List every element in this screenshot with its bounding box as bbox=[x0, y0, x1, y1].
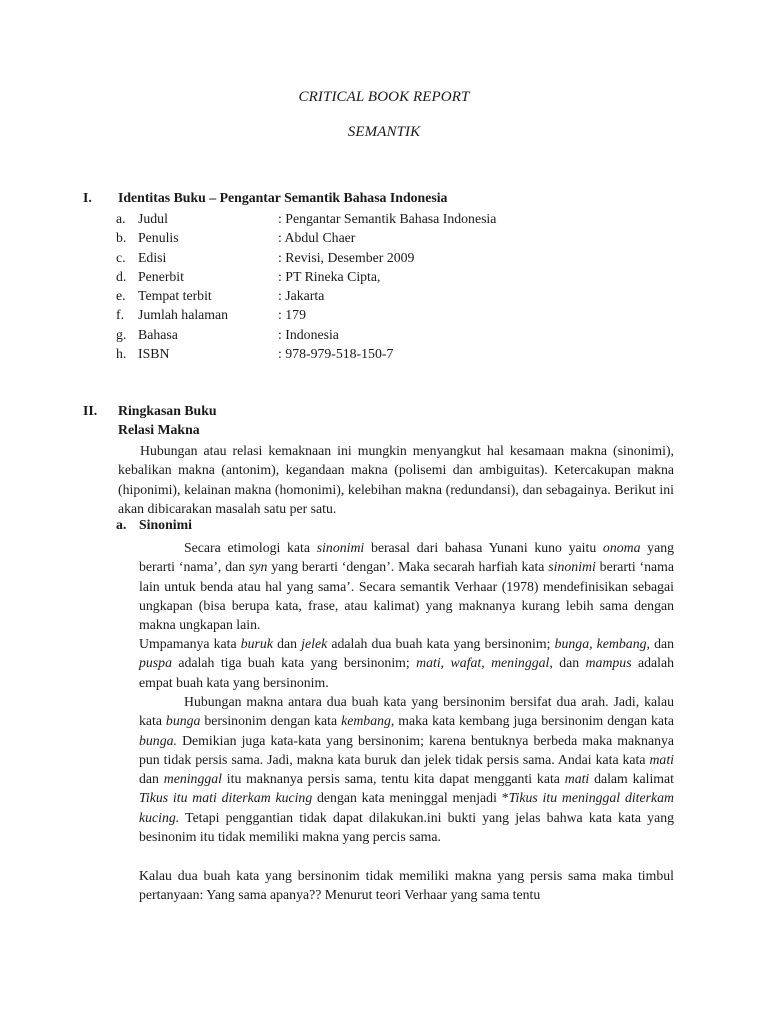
paragraph-examples: Umpamanya kata buruk dan jelek adalah dua buah kata yang bersinonim; bunga, kembang, dan puspa adalah tiga buah kata yang bersinonim; mati, wafat, meninggal, dan mampus adalah empat buah kata yang bersinonim. bbox=[139, 636, 675, 690]
row-value: : Revisi, Desember 2009 bbox=[278, 249, 415, 265]
row-letter: h. bbox=[116, 346, 127, 362]
row-label: ISBN bbox=[138, 346, 170, 362]
paragraph-two-way-relation: Hubungan makna antara dua buah kata yang bersinonim bersifat dua arah. Jadi, kalau kata bunga bersinonim dengan kata kembang, maka kata kembang juga bersinonim dengan kata bunga. Demikian juga kata-kata yang bersinonim; karena bentuknya berbeda maka maknanya pun tidak persis sama. Jadi, makna kata buruk dan jelek tidak persis sama. Andai kata kata mati dan meninggal itu maknanya persis sama, tentu kita dapat mengganti kata mati dalam kalimat Tikus itu mati diterkam kucing dengan kata meninggal menjadi *Tikus itu meninggal diterkam kucing. Tetapi penggantian tidak dapat dilakukan.ini bukti yang jelas bahwa kata kata yang besinonim itu tidak memiliki makna yang percis sama. bbox=[139, 694, 674, 845]
table-row bbox=[116, 286, 496, 305]
paragraph-question: Kalau dua buah kata yang bersinonim tidak memiliki makna yang persis sama maka timbul pertanyaan: Yang sama apanya?? Menurut teori Verhaar yang sama tentu bbox=[139, 868, 674, 903]
section-1-number: I. bbox=[83, 190, 92, 205]
row-letter: f. bbox=[116, 307, 125, 323]
book-identity-table bbox=[116, 209, 496, 363]
section-1-heading: Identitas Buku – Pengantar Semantik Bahasa Indonesia bbox=[118, 190, 448, 205]
row-value: : Jakarta bbox=[278, 288, 325, 304]
intro-paragraph: Hubungan atau relasi kemaknaan ini mungkin menyangkut hal kesamaan makna (sinonimi), kebalikan makna (antonim), kegandaan makna (polisemi dan ambiguitas). Ketercakupan makna (hiponimi), kelainan makna (homonimi), kelebihan makna (redundansi), dan sebagainya. Berikut ini akan dibicarakan masalah satu per satu. bbox=[118, 443, 674, 516]
paragraph-etymology: Secara etimologi kata sinonimi berasal dari bahasa Yunani kuno yaitu onoma yang berarti ‘nama’, dan syn yang berarti ‘dengan’. Maka secarah harfiah kata sinonimi berarti ‘nama lain untuk benda atau hal yang sama’. Secara semantik Verhaar (1978) mendefinisikan sebagai ungkapan (bisa berupa kata, frase, atau kalimat) yang maknanya kurang lebih sama dengan makna ungkapan lain. bbox=[139, 540, 674, 633]
document-subtitle: SEMANTIK bbox=[347, 124, 421, 140]
document-title: CRITICAL BOOK REPORT bbox=[298, 89, 470, 105]
row-value: : 179 bbox=[278, 307, 306, 323]
row-letter: c. bbox=[116, 249, 126, 265]
table-row bbox=[116, 248, 496, 267]
row-label: Penerbit bbox=[138, 268, 184, 284]
row-value: : Indonesia bbox=[278, 326, 339, 342]
row-label: Edisi bbox=[138, 249, 167, 265]
table-row bbox=[116, 228, 496, 247]
table-row bbox=[116, 344, 496, 363]
table-row bbox=[116, 325, 496, 344]
table-row bbox=[116, 267, 496, 286]
row-letter: b. bbox=[116, 230, 127, 246]
section-2-number: II. bbox=[83, 403, 98, 418]
row-value: : PT Rineka Cipta, bbox=[278, 268, 381, 284]
section-2-subheading: Relasi Makna bbox=[118, 422, 200, 437]
row-value: : 978-979-518-150-7 bbox=[278, 346, 394, 362]
row-label: Bahasa bbox=[138, 326, 178, 342]
row-letter: a. bbox=[116, 211, 126, 226]
row-value: : Abdul Chaer bbox=[278, 230, 356, 246]
subsection-a-letter: a. bbox=[116, 517, 127, 532]
table-row bbox=[116, 209, 496, 228]
row-letter: g. bbox=[116, 326, 127, 342]
row-value: : Pengantar Semantik Bahasa Indonesia bbox=[278, 211, 497, 226]
table-row bbox=[116, 305, 496, 324]
row-label: Penulis bbox=[138, 230, 179, 246]
row-label: Judul bbox=[138, 211, 168, 226]
section-2-heading: Ringkasan Buku bbox=[118, 403, 217, 418]
row-letter: e. bbox=[116, 288, 126, 304]
row-letter: d. bbox=[116, 268, 127, 284]
subsection-a-heading: Sinonimi bbox=[139, 517, 192, 532]
row-label: Tempat terbit bbox=[138, 288, 212, 304]
row-label: Jumlah halaman bbox=[138, 307, 229, 323]
